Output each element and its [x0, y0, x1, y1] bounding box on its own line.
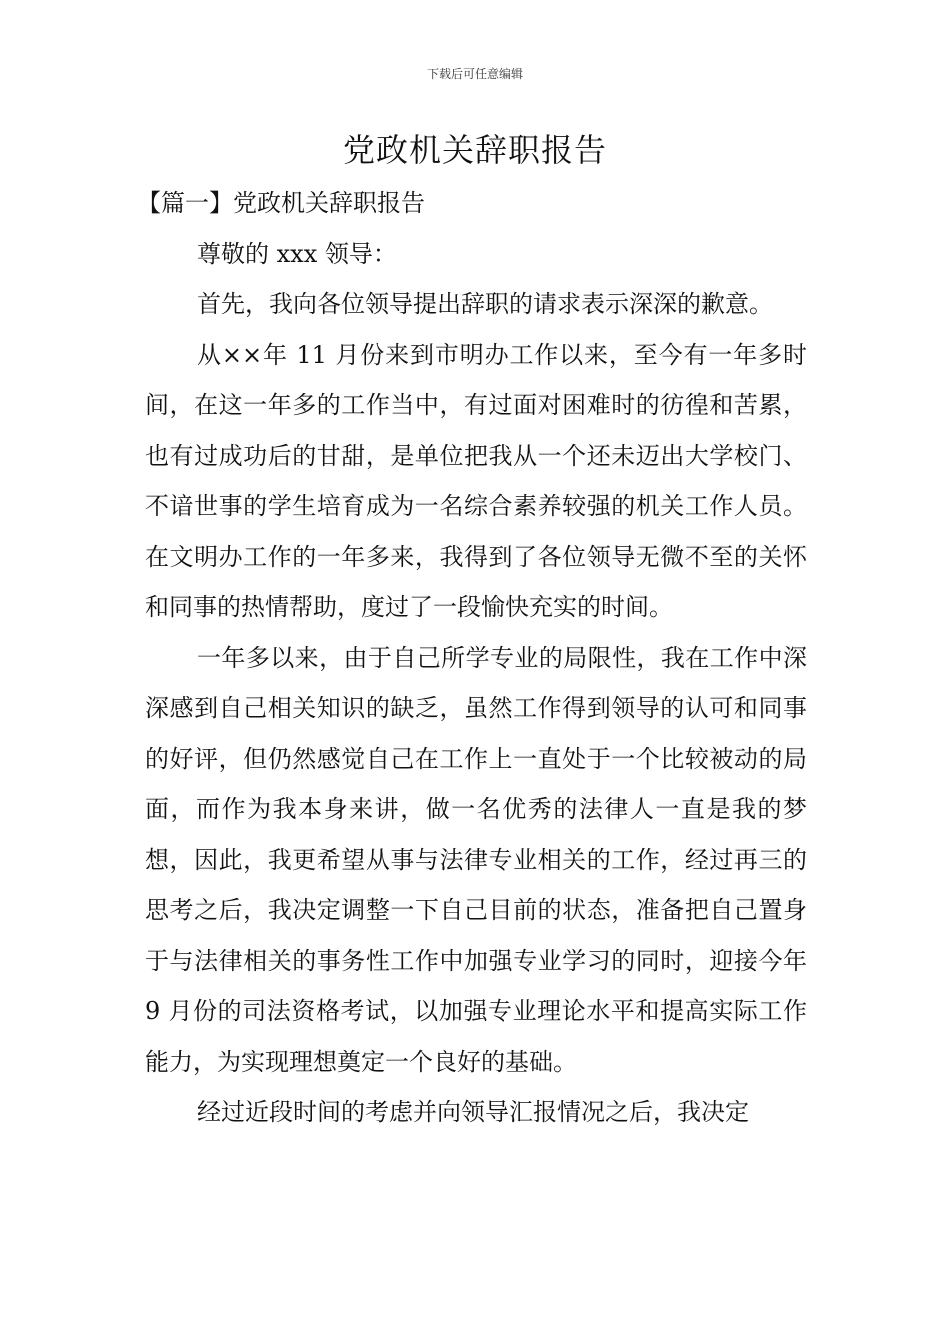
section-heading: 【篇一】党政机关辞职报告: [137, 189, 425, 217]
paragraph-3: 一年多以来，由于自己所学专业的局限性，我在工作中深深感到自己相关知识的缺乏，虽然工作得到领导的认可和同事的好评，但仍然感觉自己在工作上一直处于一个比较被动的局面，而作为我本身来讲，做一名优秀的法律人一直是我的梦想，因此，我更希望从事与法律专业相关的工作，经过再三的思考之后，我决定调整一下自己目前的状态，准备把自己置身于与法律相关的事务性工作中加强专业学习的同时，迎接今年 9 月份的司法资格考试，以加强专业理论水平和提高实际工作能力，为实现理想奠定一个良好的基础。: [145, 643, 807, 1076]
paragraph-4: 经过近段时间的考虑并向领导汇报情况之后，我决定: [197, 1098, 749, 1126]
document-body: [137, 178, 807, 1138]
paragraph-2: 从××年 11 月份来到市明办工作以来，至今有一年多时间，在这一年多的工作当中，有过面对困难时的彷徨和苦累，也有过成功后的甘甜，是单位把我从一个还未迈出大学校门、不谙世事的学生培育成为一名综合素养较强的机关工作人员。在文明办工作的一年多来，我得到了各位领导无微不至的关怀和同事的热情帮助，度过了一段愉快充实的时间。: [145, 340, 807, 621]
salutation: 尊敬的 xxx 领导：: [197, 239, 397, 268]
document-title: 党政机关辞职报告: [342, 131, 607, 169]
header-note: 下载后可任意编辑: [426, 67, 523, 81]
paragraph-1: 首先，我向各位领导提出辞职的请求表示深深的歉意。: [197, 290, 773, 318]
